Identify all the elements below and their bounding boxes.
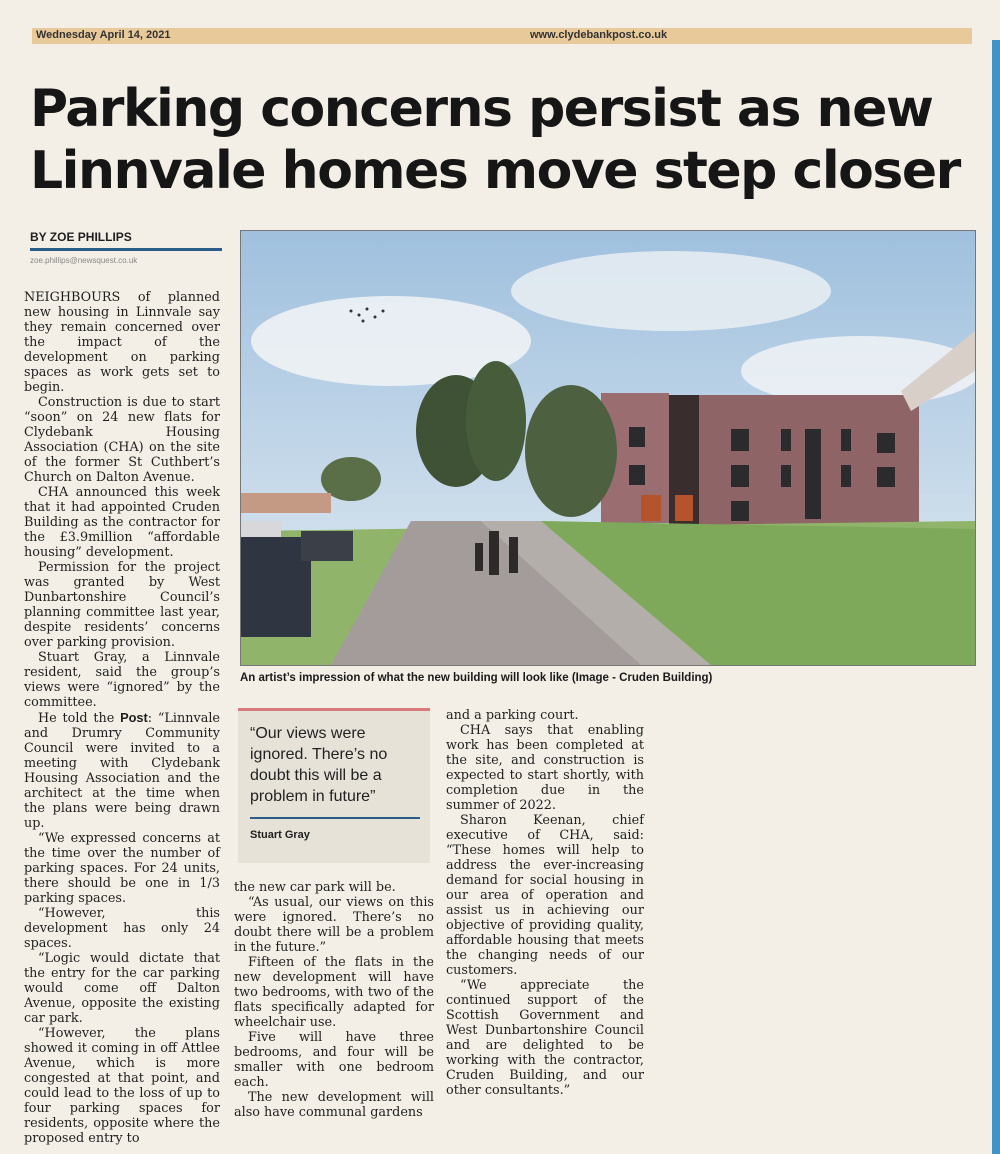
paragraph-rest: : “Linnvale and Drumry Community Council were invited to a meeting with Clydebank Housing Association and the architect at the time when the plans were being drawn up. [24, 711, 220, 831]
article-column-1 [24, 290, 220, 1146]
paragraph-lead: He told the [38, 711, 121, 726]
paragraph: Stuart Gray, a Linnvale resident, said the group’s views were “ignored” by the committee. [24, 650, 220, 710]
paragraph: CHA says that enabling work has been completed at the site, and construction is expected to start shortly, with completion due in the summer of 2022. [446, 723, 644, 813]
page-edge-strip [992, 40, 1000, 1154]
paragraph: CHA announced this week that it had appointed Cruden Building as the contractor for the £3.9million “affordable housing” development. [24, 485, 220, 560]
paragraph: Sharon Keenan, chief executive of CHA, said: “These homes will help to address the ever-increasing demand for social housing in our area of operation and assist us in achieving our objective of providing quality, affordable housing that meets the changing needs of our customers. [446, 813, 644, 978]
paragraph: Construction is due to start “soon” on 24 new flats for Clydebank Housing Association (CHA) on the site of the former St Cuthbert’s Church on Dalton Avenue. [24, 395, 220, 485]
paragraph: and a parking court. [446, 708, 579, 723]
paragraph: “As usual, our views on this were ignored. There’s no doubt there will be a problem in the future.” [234, 895, 434, 955]
paragraph: NEIGHBOURS of planned new housing in Linnvale say they remain concerned over the impact of the development on parking spaces as work gets set to begin. [24, 290, 220, 395]
paragraph: “However, this development has only 24 spaces. [24, 906, 220, 951]
author-email: zoe.phillips@newsquest.co.uk [30, 256, 138, 265]
artist-impression-image [240, 230, 976, 666]
paragraph: Permission for the project was granted by West Dunbartonshire Council’s planning committee last year, despite residents’ concerns over parking provision. [24, 560, 220, 650]
website-url[interactable]: www.clydebankpost.co.uk [530, 29, 668, 41]
paragraph: “Logic would dictate that the entry for the car parking would come off Dalton Avenue, opposite the existing car park. [24, 951, 220, 1026]
paragraph: “We appreciate the continued support of the Scottish Government and West Dunbartonshire Council and are delighted to be working with the contractor, Cruden Building, and our other consultants.” [446, 978, 644, 1098]
building-illustration [241, 231, 975, 665]
post-wordmark: Post [120, 710, 148, 725]
paragraph: The new development will also have communal gardens [234, 1090, 434, 1120]
pull-quote-text: “Our views were ignored. There’s no doubt this will be a problem in future” [250, 725, 388, 805]
article-column-3 [446, 708, 644, 1098]
paragraph: Fifteen of the flats in the new development will have two bedrooms, with two of the flats specifically adapted for wheelchair use. [234, 955, 434, 1030]
headline: Parking concerns persist as new Linnvale homes move step closer [30, 79, 960, 201]
paragraph: Five will have three bedrooms, and four will be smaller with one bedroom each. [234, 1030, 434, 1090]
pull-quote-attribution: Stuart Gray [250, 829, 310, 841]
pull-quote-box [238, 708, 430, 863]
paragraph: “However, the plans showed it coming in off Attlee Avenue, which is more congested at that point, and could lead to the loss of up to four parking spaces for residents, opposite where the proposed entry to [24, 1026, 220, 1146]
paragraph: the new car park will be. [234, 880, 396, 895]
issue-date: Wednesday April 14, 2021 [36, 29, 171, 41]
image-caption: An artist’s impression of what the new building will look like (Image - Cruden Building) [240, 672, 713, 684]
paragraph: “We expressed concerns at the time over the number of parking spaces. For 24 units, there should be one in 1/3 parking spaces. [24, 831, 220, 906]
article-column-2 [234, 880, 434, 1120]
byline: BY ZOE PHILLIPS [30, 230, 222, 251]
paragraph [24, 710, 220, 831]
pull-quote-rule [250, 817, 420, 819]
masthead-band [32, 28, 972, 44]
